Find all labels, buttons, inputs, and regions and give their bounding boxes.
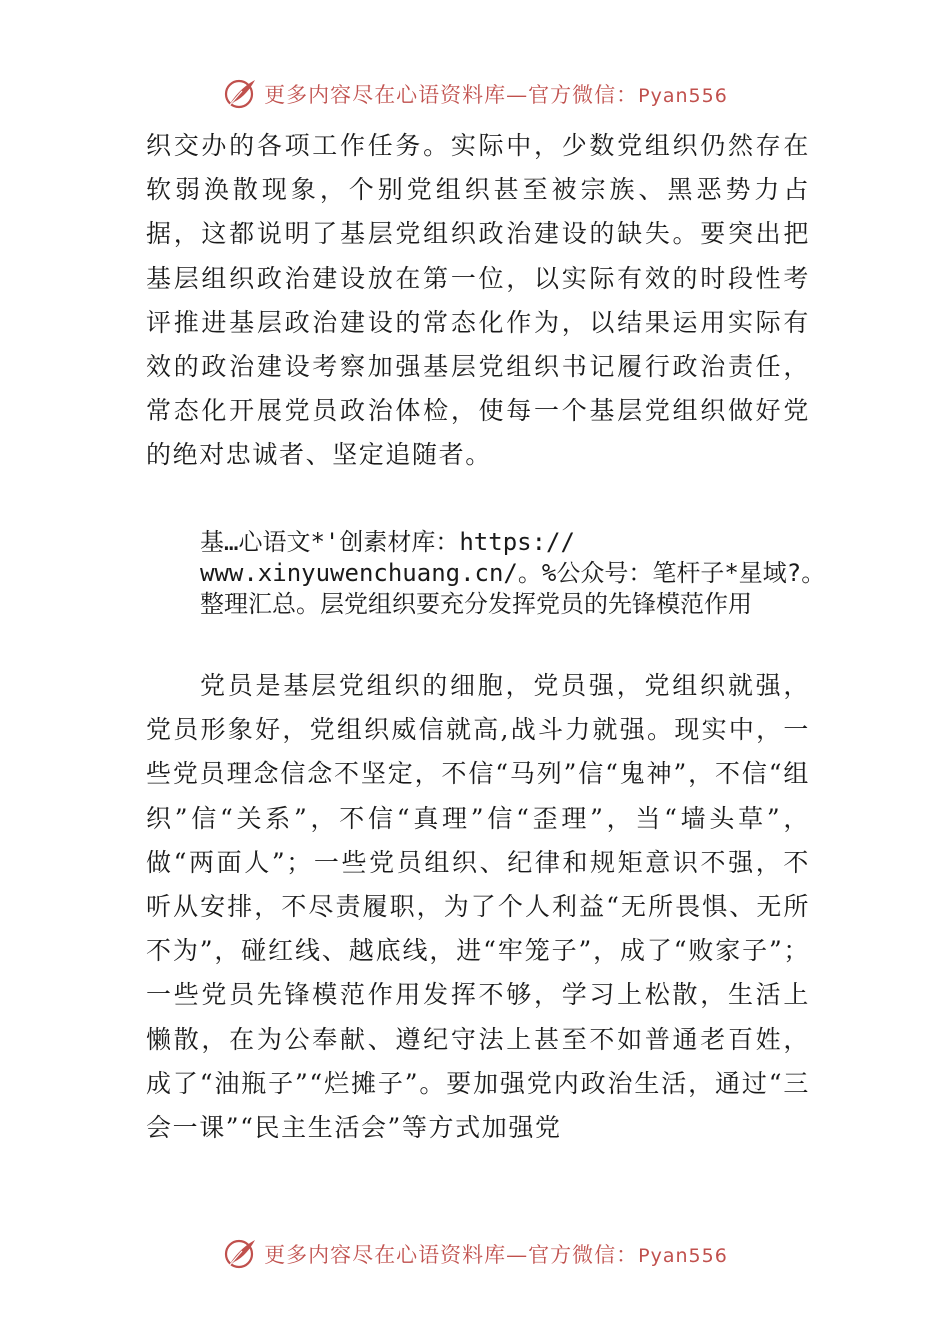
feather-quill-logo-icon bbox=[222, 77, 258, 111]
source-note bbox=[200, 527, 840, 620]
body-paragraph-2: 党员是基层党组织的细胞，党员强，党组织就强，党员形象好，党组织威信就高,战斗力就强。现实中，一些党员理念信念不坚定，不信“马列”信“鬼神”，不信“组织”信“关系”，不信“真理”信“歪理”，当“墙头草”，做“两面人”；一些党员组织、纪律和规矩意识不强，不听从安排，不尽责履职，为了个人利益“无所畏惧、无所不为”，碰红线、越底线，进“牢笼子”，成了“败家子”；一些党员先锋模范作用发挥不够，学习上松散，生活上懒散，在为公奉献、遵纪守法上甚至不如普通老百姓，成了“油瓶子”“烂摊子”。要加强党内政治生活，通过“三会一课”“民主生活会”等方式加强党 bbox=[146, 671, 810, 1143]
watermark-text bbox=[264, 79, 728, 109]
watermark-handle: Pyan556 bbox=[638, 1245, 728, 1267]
source-note-line-2: www.xinyuwenchuang.cn/。%公众号：笔杆子*星域?。 bbox=[200, 559, 826, 587]
source-note-line-1: 基…心语文*'创素材库：https:// bbox=[200, 528, 575, 556]
feather-quill-logo-icon bbox=[222, 1237, 258, 1271]
watermark-text bbox=[264, 1239, 728, 1269]
watermark-label: 更多内容尽在心语资料库—官方微信： bbox=[264, 1243, 639, 1267]
body-paragraph-1: 织交办的各项工作任务。实际中，少数党组织仍然存在软弱涣散现象，个别党组织甚至被宗族、黑恶势力占据，这都说明了基层党组织政治建设的缺失。要突出把基层组织政治建设放在第一位，以实际有效的时段性考评推进基层政治建设的常态化作为，以结果运用实际有效的政治建设考察加强基层党组织书记履行政治责任，常态化开展党员政治体检，使每一个基层党组织做好党的绝对忠诚者、坚定追随者。 bbox=[146, 131, 810, 470]
header-watermark bbox=[0, 74, 950, 114]
source-note-line-3: 整理汇总。层党组织要充分发挥党员的先锋模范作用 bbox=[200, 590, 752, 618]
watermark-handle: Pyan556 bbox=[638, 85, 728, 107]
footer-watermark bbox=[0, 1234, 950, 1274]
watermark-label: 更多内容尽在心语资料库—官方微信： bbox=[264, 83, 639, 107]
